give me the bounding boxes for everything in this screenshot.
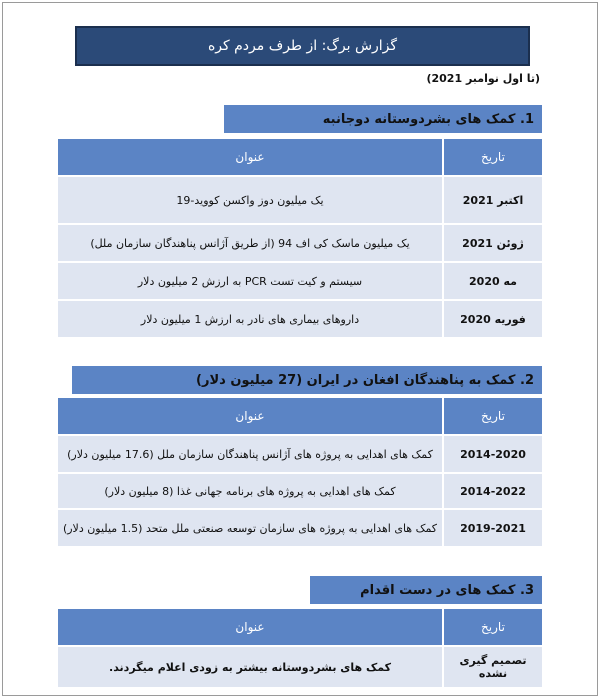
table-row <box>58 177 542 223</box>
column-header-title: عنوان <box>58 609 442 645</box>
section-3-heading-text: 3. کمک های در دست اقدام <box>360 582 534 598</box>
row-date: فوریه 2020 <box>444 301 542 337</box>
table-header-row <box>58 139 542 175</box>
column-header-title: عنوان <box>58 139 442 175</box>
row-date: 2014-2022 <box>444 474 542 508</box>
section-2-table <box>56 396 544 548</box>
table-row <box>58 263 542 299</box>
column-header-date: تاریخ <box>444 398 542 434</box>
column-header-date: تاریخ <box>444 139 542 175</box>
table-row <box>58 647 542 687</box>
row-title: یک میلیون دوز واکسن کووید-19 <box>58 177 442 223</box>
column-header-date: تاریخ <box>444 609 542 645</box>
row-title: سیستم و کیت تست PCR به ارزش 2 میلیون دلار <box>58 263 442 299</box>
page-title-text: گزارش برگ: از طرف مردم کره <box>207 38 398 54</box>
row-title: کمک های بشردوستانه بیشتر به زودی اعلام میگردند. <box>58 647 442 687</box>
section-2-heading <box>72 366 542 394</box>
table-row <box>58 225 542 261</box>
table-header-row <box>58 609 542 645</box>
row-title: کمک های اهدایی به پروژه های برنامه جهانی غذا (8 میلیون دلار) <box>58 474 442 508</box>
column-header-title: عنوان <box>58 398 442 434</box>
row-date: اکتبر 2021 <box>444 177 542 223</box>
table-row <box>58 436 542 472</box>
page-subtitle: (تا اول نوامبر 2021) <box>426 72 540 85</box>
section-1-heading <box>224 105 542 133</box>
row-title: یک میلیون ماسک کی اف 94 (از طریق آژانس پناهندگان سازمان ملل) <box>58 225 442 261</box>
section-3-table <box>56 607 544 689</box>
row-date: مه 2020 <box>444 263 542 299</box>
row-date: ژوئن 2021 <box>444 225 542 261</box>
table-header-row <box>58 398 542 434</box>
row-date: 2014-2020 <box>444 436 542 472</box>
row-title: داروهای بیماری های نادر به ارزش 1 میلیون دلار <box>58 301 442 337</box>
section-2-heading-text: 2. کمک به پناهندگان افغان در ایران (27 میلیون دلار) <box>196 372 534 388</box>
table-row <box>58 510 542 546</box>
page-title <box>75 26 530 66</box>
table-row <box>58 301 542 337</box>
table-row <box>58 474 542 508</box>
row-title: کمک های اهدایی به پروژه های آژانس پناهندگان سازمان ملل (17.6 میلیون دلار) <box>58 436 442 472</box>
section-3-heading <box>310 576 542 604</box>
row-date: 2019-2021 <box>444 510 542 546</box>
row-date: تصمیم گیری نشده <box>444 647 542 687</box>
section-1-heading-text: 1. کمک های بشردوستانه دوجانبه <box>322 111 534 127</box>
section-1-table <box>56 137 544 339</box>
row-title: کمک های اهدایی به پروژه های سازمان توسعه صنعتی ملل متحد (1.5 میلیون دلار) <box>58 510 442 546</box>
